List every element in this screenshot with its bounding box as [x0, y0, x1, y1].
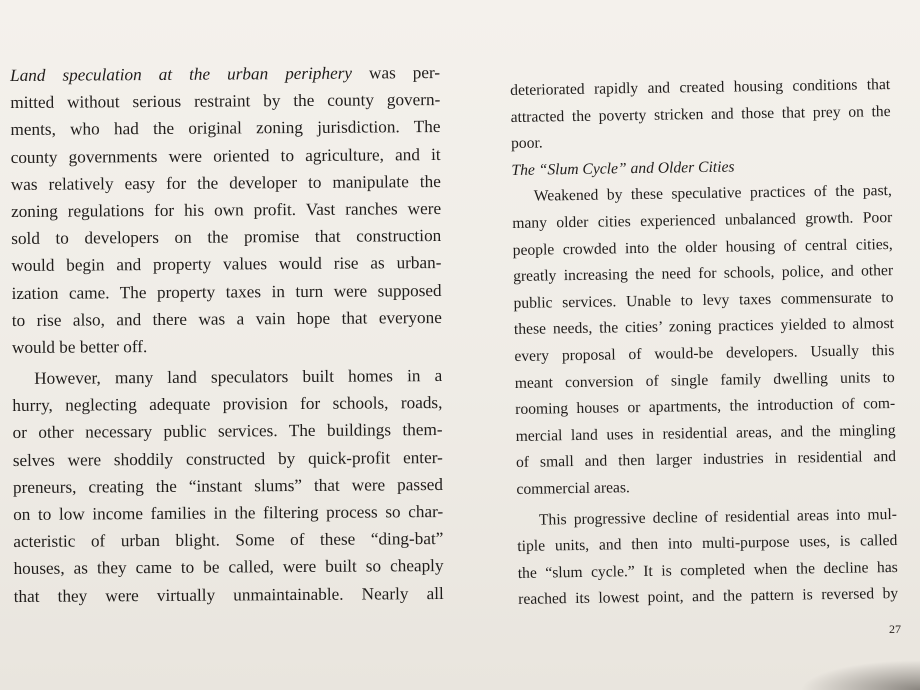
text-line: would begin and property values would rise as urban-: [11, 253, 442, 276]
text-line: houses, as they came to be called, were built so cheaply: [13, 556, 444, 579]
text-line: tiple units, and then into multi-purpose uses, is called: [517, 532, 898, 556]
text-line: many older cities experienced unbalanced growth. Poor: [512, 208, 893, 232]
text-line: sold to developers on the promise that construction: [11, 226, 442, 249]
text-line: every proposal of would-be developers. Usually this: [514, 341, 895, 365]
text-line: on to low income families in the filtering process so char-: [13, 501, 444, 524]
text-line: attracted the poverty stricken and those that prey on the: [510, 102, 891, 126]
text-line: rooming houses or apartments, the introduction of com-: [515, 395, 896, 419]
text-line: people crowded into the older housing of central cities,: [512, 235, 893, 259]
text-line: poor.: [510, 134, 543, 153]
paragraph-lead-italic: Land speculation at the urban periphery: [10, 63, 353, 85]
right-column: [510, 72, 898, 614]
page-number: 27: [889, 622, 901, 636]
text-line: public services. Unable to levy taxes commensurate to: [513, 288, 894, 312]
text-line: ments, who had the original zoning jurisdiction. The: [10, 117, 441, 140]
text-line: or other necessary public services. The buildings them-: [12, 420, 443, 443]
text-line: would be better off.: [11, 336, 148, 357]
text-line: Weakened by these speculative practices of the past,: [533, 182, 892, 206]
text-line: mercial land uses in residential areas, and the mingling: [515, 421, 896, 445]
text-line: This progressive decline of residential areas into mul-: [538, 505, 898, 529]
text-line: mitted without serious restraint by the county govern-: [10, 90, 441, 113]
text-line: preneurs, creating the “instant slums” that were passed: [12, 474, 444, 497]
text-line: deteriorated rapidly and created housing conditions that: [510, 76, 891, 99]
text-line: However, many land speculators built homes in a: [34, 366, 443, 388]
text-line: these needs, the cities’ zoning practices yielded to almost: [513, 315, 895, 339]
section-heading: The “Slum Cycle” and Older Cities: [511, 158, 735, 179]
text-line: greatly increasing the need for schools, police, and other: [512, 262, 894, 286]
text-line: to rise also, and there was a vain hope that everyone: [11, 307, 442, 330]
text-run: was per-: [351, 62, 441, 83]
text-line: zoning regulations for his own profit. Vast ranches were: [10, 198, 442, 221]
text-line: the “slum cycle.” It is completed when the decline has: [517, 558, 898, 582]
text-line: was relatively easy for the developer to manipulate the: [10, 171, 441, 194]
text-line: of small and then larger industries in residential and: [515, 448, 897, 472]
text-line: acteristic of urban blight. Some of these “ding-bat”: [13, 529, 444, 552]
text-line: that they were virtually unmaintainable. Nearly all: [13, 583, 444, 606]
page-shadow: [800, 660, 920, 690]
text-line: [10, 59, 440, 89]
text-line: selves were shoddily constructed by quick-profit enter-: [12, 447, 443, 470]
text-line: county governments were oriented to agriculture, and it: [10, 144, 441, 167]
left-column: [10, 59, 444, 610]
text-line: meant conversion of single family dwelling units to: [514, 368, 895, 392]
text-line: commercial areas.: [516, 479, 631, 498]
text-line: ization came. The property taxes in turn were supposed: [11, 280, 442, 303]
text-line: hurry, neglecting adequate provision for schools, roads,: [12, 393, 443, 416]
text-line: reached its lowest point, and the pattern is reversed by: [518, 585, 899, 609]
